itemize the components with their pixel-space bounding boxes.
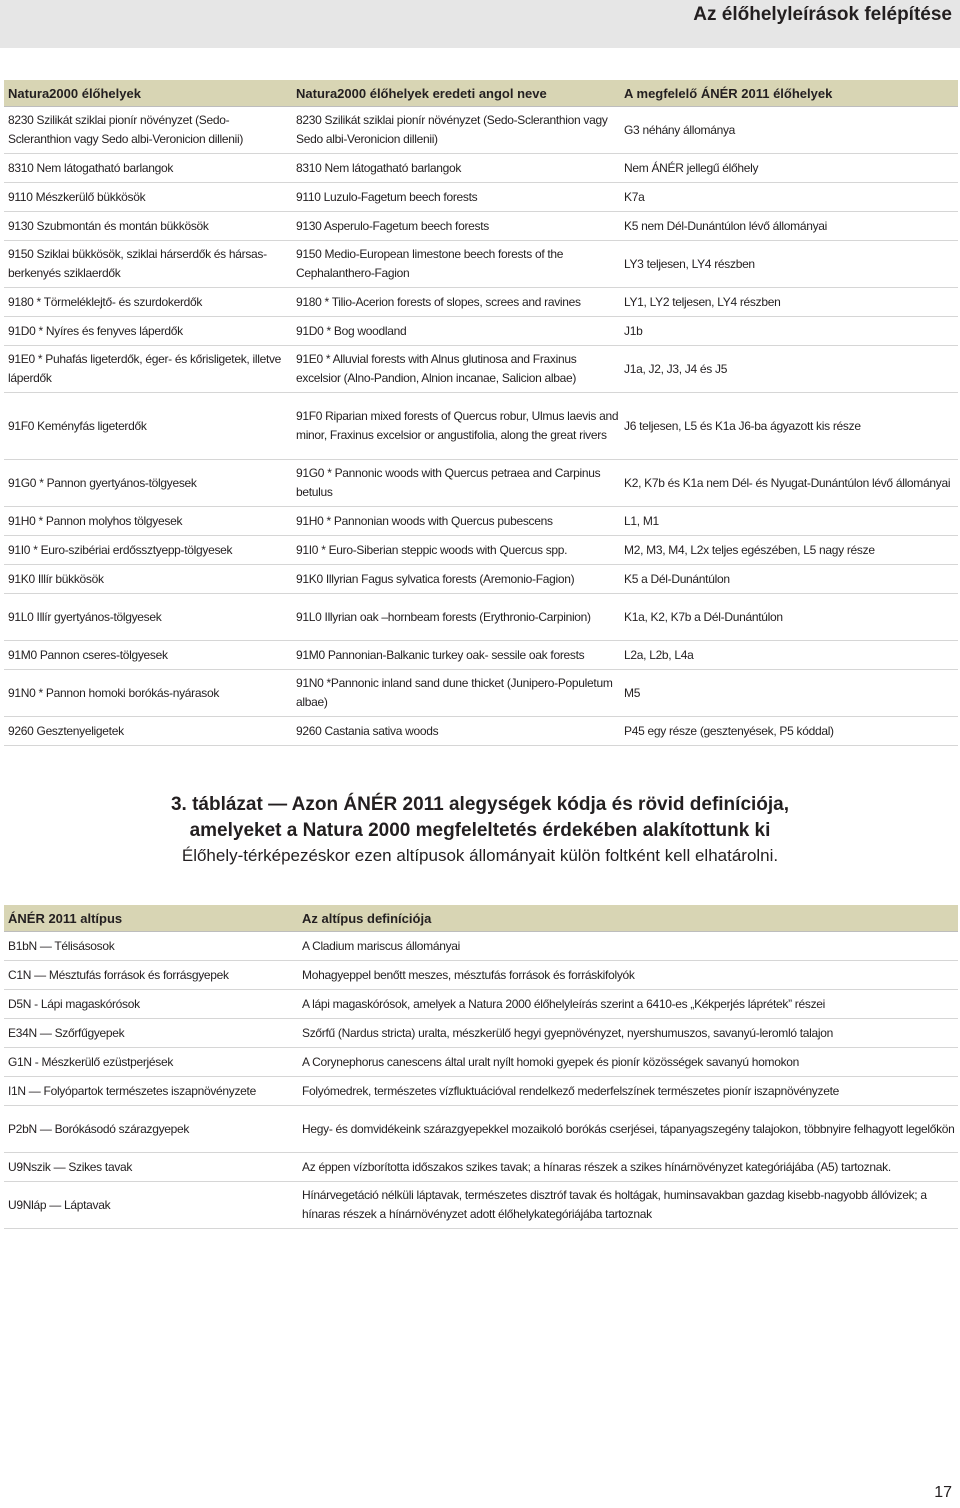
table1-row-cell-1: 9150 Sziklai bükkösök, sziklai hárserdők és hársas-berkenyés sziklaerdők [8, 247, 267, 280]
page-header-title: Az élőhelyleírások felépítése [693, 4, 952, 25]
table1-row-cell-2: 91G0 * Pannonic woods with Quercus petraea and Carpinus betulus [296, 466, 601, 499]
table2-header-definition: Az altípus definíciója [302, 910, 432, 926]
table2-row-cell-1: U9Nláp — Láptavak [8, 1197, 111, 1212]
table1-row-cell-2: 9150 Medio-European limestone beech forests of the Cephalanthero-Fagion [296, 247, 564, 280]
aner-subtype-table [4, 905, 958, 1229]
table2-row-cell-2: Az éppen vízborította időszakos szikes tavak; a hínaras részek a szikes hínárnövényzet kategóriájába (A5) tartoznak. [302, 1159, 891, 1174]
table1-row [4, 536, 958, 565]
table1-row-cell-2: 91D0 * Bog woodland [296, 323, 407, 338]
table1-row-cell-1: 9130 Szubmontán és montán bükkösök [8, 218, 209, 233]
table1-row-cell-2: 91N0 *Pannonic inland sand dune thicket (Junipero-Populetum albae) [296, 676, 613, 709]
table2-row-cell-1: U9Nszik — Szikes tavak [8, 1159, 133, 1174]
page-number: 17 [934, 1484, 952, 1501]
table1-row-cell-2: 9130 Asperulo-Fagetum beech forests [296, 218, 489, 233]
table2-row [4, 961, 958, 990]
table1-row-cell-3: K7a [624, 189, 645, 204]
table1-row-cell-1: 91E0 * Puhafás ligeterdők, éger- és kőrisligetek, illetve láperdők [8, 352, 282, 385]
table1-header-english-name: Natura2000 élőhelyek eredeti angol neve [296, 85, 547, 101]
table1-row [4, 241, 958, 288]
table2-row [4, 1077, 958, 1106]
table2-row [4, 1019, 958, 1048]
table2-row-cell-2: A Cladium mariscus állományai [302, 938, 461, 953]
table1-row-cell-3: L2a, L2b, L4a [624, 647, 694, 662]
table1-row-cell-3: Nem ÁNÉR jellegű élőhely [624, 160, 759, 175]
caption-line-2: amelyeket a Natura 2000 megfeleltetés érdekében alakítottunk ki [189, 820, 771, 841]
table1-row-cell-3: LY3 teljesen, LY4 részben [624, 256, 755, 271]
table1-row-cell-3: M5 [624, 685, 641, 700]
table1-row [4, 670, 958, 717]
table1-row-cell-1: 91L0 Illír gyertyános-tölgyesek [8, 609, 162, 624]
table1-row-cell-1: 91F0 Keményfás ligeterdők [8, 418, 147, 433]
table2-header-subtype: ÁNÉR 2011 altípus [8, 910, 123, 926]
table1-row-cell-1: 91I0 * Euro-szibériai erdőssztyepp-tölgyesek [8, 542, 233, 557]
table2-row-cell-2: Szőrfű (Nardus stricta) uralta, mészkerülő hegyi gyepnövényzet, nyershumuszos, savanyú-leromló talajon [302, 1025, 833, 1040]
table1-body [4, 107, 958, 746]
table1-row-cell-3: J1a, J2, J3, J4 és J5 [624, 361, 728, 376]
table1-row-cell-2: 91I0 * Euro-Siberian steppic woods with Quercus spp. [296, 542, 568, 557]
table2-row [4, 932, 958, 961]
table2-row-cell-1: C1N — Mésztufás források és forrásgyepek [8, 967, 229, 982]
table-caption [0, 792, 960, 868]
table1-row [4, 565, 958, 594]
table2-row-cell-1: B1bN — Télisásosok [8, 938, 115, 953]
table1-row-cell-2: 91E0 * Alluvial forests with Alnus glutinosa and Fraxinus excelsior (Alno-Pandion, Alnion incanae, Salicion albae) [296, 352, 577, 385]
table1-row-cell-1: 8230 Szilikát sziklai pionír növényzet (Sedo-Scleranthion vagy Sedo albi-Veronicion dillenii) [8, 113, 244, 146]
table1-row-cell-1: 8310 Nem látogatható barlangok [8, 160, 174, 175]
table2-row-cell-1: I1N — Folyópartok természetes iszapnövényzete [8, 1083, 256, 1098]
table1-row-cell-1: 9110 Mészkerülő bükkösök [8, 189, 146, 204]
table1-row [4, 107, 958, 154]
table1-row-cell-2: 9110 Luzulo-Fagetum beech forests [296, 189, 478, 204]
table1-row-cell-2: 91F0 Riparian mixed forests of Quercus robur, Ulmus laevis and minor, Fraxinus excelsior or angustifolia, along the great rivers [296, 409, 619, 442]
page-header [0, 0, 960, 48]
table2-row-cell-2: Hínárvegetáció nélküli láptavak, természetes disztróf tavak és holtágak, huminsavakban gazdag kisebb-nagyobb állóvizek; a hínaras részek a hínárnövényzet adott élőhelykategóriájába tartoznak [302, 1188, 927, 1221]
table2-row-cell-1: E34N — Szőrfűgyepek [8, 1025, 125, 1040]
caption-line-1: 3. táblázat — Azon ÁNÉR 2011 alegységek kódja és rövid definíciója, [170, 794, 790, 815]
table1-row-cell-3: G3 néhány állománya [624, 122, 736, 137]
table2-row-cell-2: A lápi magaskórósok, amelyek a Natura 2000 élőhelyleírás szerint a 6410-es „Kékperjés láprétek” részei [302, 996, 826, 1011]
table1-row-cell-2: 8310 Nem látogatható barlangok [296, 160, 462, 175]
table2-row-cell-1: D5N - Lápi magaskórósok [8, 996, 140, 1011]
table1-row [4, 183, 958, 212]
table1-row-cell-1: 9180 * Törmeléklejtő- és szurdokerdők [8, 294, 203, 309]
table1-row-cell-3: M2, M3, M4, L2x teljes egészében, L5 nagy része [624, 542, 875, 557]
table1-row [4, 641, 958, 670]
caption-line-3: Élőhely-térképezéskor ezen altípusok állományait külön foltként kell elhatárolni. [181, 846, 779, 865]
table1-row [4, 460, 958, 507]
table1-row [4, 507, 958, 536]
table1-row-cell-1: 91H0 * Pannon molyhos tölgyesek [8, 513, 183, 528]
table1-row-cell-3: LY1, LY2 teljesen, LY4 részben [624, 294, 781, 309]
table2-row-cell-1: P2bN — Borókásodó szárazgyepek [8, 1121, 190, 1136]
table2-row [4, 1106, 958, 1153]
table2-row-cell-1: G1N - Mészkerülő ezüstperjések [8, 1054, 174, 1069]
table1-header-row [4, 80, 958, 107]
table2-row-cell-2: Folyómedrek, természetes vízfluktuációval rendelkező mederfelszínek természetes pionír iszapnövényzete [302, 1083, 839, 1098]
table1-row-cell-1: 91D0 * Nyíres és fenyves láperdők [8, 323, 183, 338]
table2-row [4, 1182, 958, 1229]
table1-row-cell-2: 91H0 * Pannonian woods with Quercus pubescens [296, 513, 553, 528]
table1-row-cell-2: 91L0 Illyrian oak –hornbeam forests (Erythronio-Carpinion) [296, 609, 591, 624]
table1-row-cell-3: K2, K7b és K1a nem Dél- és Nyugat-Dunántúlon lévő állományai [624, 475, 951, 490]
table1-row [4, 594, 958, 641]
table1-row-cell-3: K5 nem Dél-Dunántúlon lévő állományai [624, 218, 828, 233]
table2-row-cell-2: Hegy- és domvidékeink szárazgyepekkel mozaikoló borókás cserjései, tápanyagszegény talajokon, többnyire felhagyott legelőkön [302, 1121, 955, 1136]
table1-row [4, 346, 958, 393]
table1-header-natura2000: Natura2000 élőhelyek [8, 85, 141, 101]
table1-row-cell-3: P45 egy része (gesztenyések, P5 kóddal) [624, 723, 834, 738]
table1-row-cell-2: 9180 * Tilio-Acerion forests of slopes, screes and ravines [296, 294, 581, 309]
table1-row-cell-2: 8230 Szilikát sziklai pionír növényzet (Sedo-Scleranthion vagy Sedo albi-Veronicion dillenii) [296, 113, 608, 146]
table1-row [4, 317, 958, 346]
table1-row-cell-1: 91N0 * Pannon homoki borókás-nyárasok [8, 685, 220, 700]
table1-row-cell-3: L1, M1 [624, 513, 659, 528]
table1-row [4, 717, 958, 746]
table2-row-cell-2: Mohagyeppel benőtt meszes, mésztufás források és forráskifolyók [302, 967, 635, 982]
table1-row-cell-3: K1a, K2, K7b a Dél-Dunántúlon [624, 609, 783, 624]
table1-row-cell-3: K5 a Dél-Dunántúlon [624, 571, 730, 586]
table1-row-cell-1: 91K0 Illír bükkösök [8, 571, 104, 586]
table1-row [4, 288, 958, 317]
table1-row-cell-1: 91M0 Pannon cseres-tölgyesek [8, 647, 168, 662]
table1-row [4, 212, 958, 241]
table1-header-aner: A megfelelő ÁNÉR 2011 élőhelyek [624, 85, 833, 101]
table2-row [4, 990, 958, 1019]
table2-body [4, 932, 958, 1229]
table1-row [4, 154, 958, 183]
natura2000-habitat-table [4, 80, 958, 746]
table1-row-cell-2: 9260 Castania sativa woods [296, 723, 439, 738]
table1-row-cell-1: 91G0 * Pannon gyertyános-tölgyesek [8, 475, 197, 490]
table2-row-cell-2: A Corynephorus canescens által uralt nyílt homoki gyepek és pionír közösségek savanyú homokon [302, 1054, 800, 1069]
table1-row-cell-3: J6 teljesen, L5 és K1a J6-ba ágyazott kis része [624, 418, 861, 433]
table1-row [4, 393, 958, 460]
table2-header-row [4, 905, 958, 932]
table2-row [4, 1048, 958, 1077]
table1-row-cell-1: 9260 Gesztenyeligetek [8, 723, 124, 738]
table1-row-cell-3: J1b [624, 323, 643, 338]
table1-row-cell-2: 91M0 Pannonian-Balkanic turkey oak- sessile oak forests [296, 647, 585, 662]
table2-row [4, 1153, 958, 1182]
table1-row-cell-2: 91K0 Illyrian Fagus sylvatica forests (Aremonio-Fagion) [296, 571, 575, 586]
